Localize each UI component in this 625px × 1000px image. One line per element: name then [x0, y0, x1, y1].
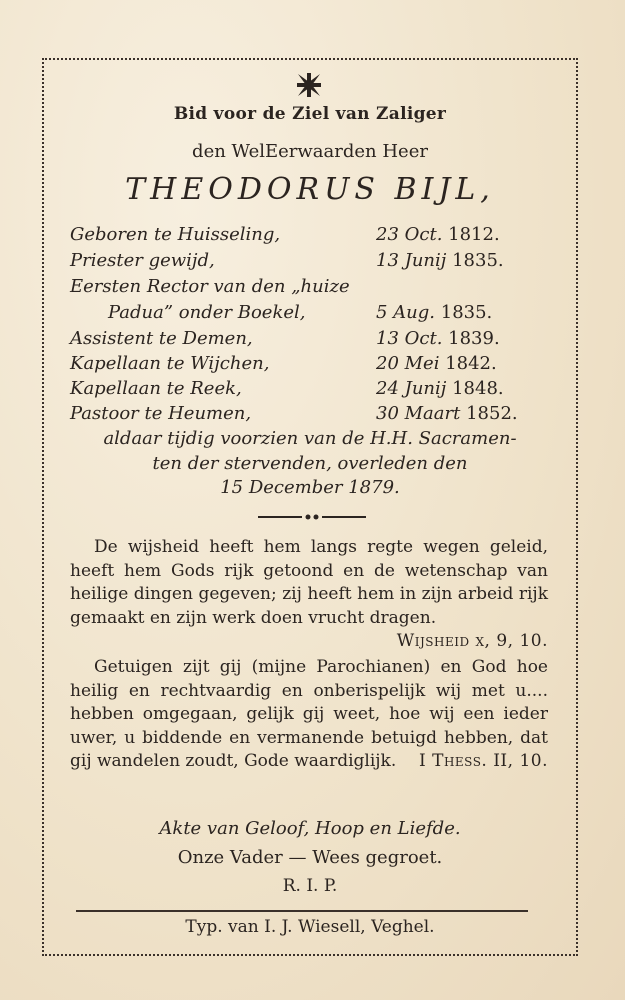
verse-reference: Wijsheid x, 9, 10.: [396, 631, 548, 651]
scripture-verse-2: [70, 656, 548, 774]
rip-line: R. I. P.: [282, 876, 338, 896]
divider-line: [76, 910, 528, 912]
event-label: Kapellaan te Wijchen,: [70, 353, 270, 374]
acts-line: Akte van Geloof, Hoop en Liefde.: [159, 818, 461, 839]
prayer-heading: Bid voor de Ziel van Zaliger: [173, 104, 447, 124]
event-date: 13 Oct. 1839.: [376, 328, 500, 349]
verse-text: De wijsheid heeft hem langs regte wegen geleid, heeft hem Gods rijk getoond en de wetenschap van heilige dingen gegeven; zij heeft hem in zijn arbeid rijk gemaakt en zijn werk doen vrucht dragen.: [70, 537, 548, 628]
event-date: 20 Mei 1842.: [376, 353, 497, 374]
event-date: 13 Junij 1835.: [376, 250, 504, 271]
closing-line-1: aldaar tijdig voorzien van de H.H. Sacramen-: [103, 428, 517, 449]
scripture-verse-1: [70, 536, 548, 654]
event-label: Pastoor te Heumen,: [70, 403, 252, 424]
event-row: [70, 250, 532, 275]
event-date: 5 Aug. 1835.: [376, 302, 493, 323]
event-date: 30 Maart 1852.: [376, 403, 518, 424]
event-label: Geboren te Huisseling,: [70, 224, 281, 245]
event-date: 24 Junij 1848.: [376, 378, 504, 399]
closing-line-3: 15 December 1879.: [220, 477, 400, 498]
deceased-name: THEODORUS BIJL,: [125, 172, 495, 207]
closing-line-2: ten der stervenden, overleden den: [152, 453, 468, 474]
cross-icon: [296, 72, 322, 98]
event-label: Assistent te Demen,: [70, 328, 253, 349]
event-row: [70, 302, 532, 327]
ornamental-divider: [258, 512, 366, 522]
event-date: 23 Oct. 1812.: [376, 224, 500, 245]
event-label: Eersten Rector van den „huize: [70, 276, 350, 297]
event-row: [70, 378, 532, 403]
event-row: [70, 353, 532, 378]
verse-text: Getuigen zijt gij (mijne Parochianen) en God hoe heilig en rechtvaardig en onberispelijk wij met u.... hebben omgegaan, gelijk gij weet, hoe wij een ieder uwer, u biddende en vermanende betuigd hebben, dat gij wandelen zoudt, Gode waardiglijk.: [70, 657, 548, 771]
event-row: [70, 224, 532, 249]
event-label: Kapellaan te Reek,: [70, 378, 242, 399]
event-label: Priester gewijd,: [70, 250, 215, 271]
title-line: den WelEerwaarden Heer: [192, 141, 428, 162]
printer-line: Typ. van I. J. Wiesell, Veghel.: [185, 917, 435, 937]
event-row: [70, 328, 532, 353]
event-row: [70, 403, 532, 428]
our-father-line: Onze Vader — Wees gegroet.: [177, 847, 443, 868]
verse-reference: I Thess. II, 10.: [419, 751, 548, 771]
event-label: Padua” onder Boekel,: [108, 302, 306, 323]
event-row: [70, 276, 532, 301]
